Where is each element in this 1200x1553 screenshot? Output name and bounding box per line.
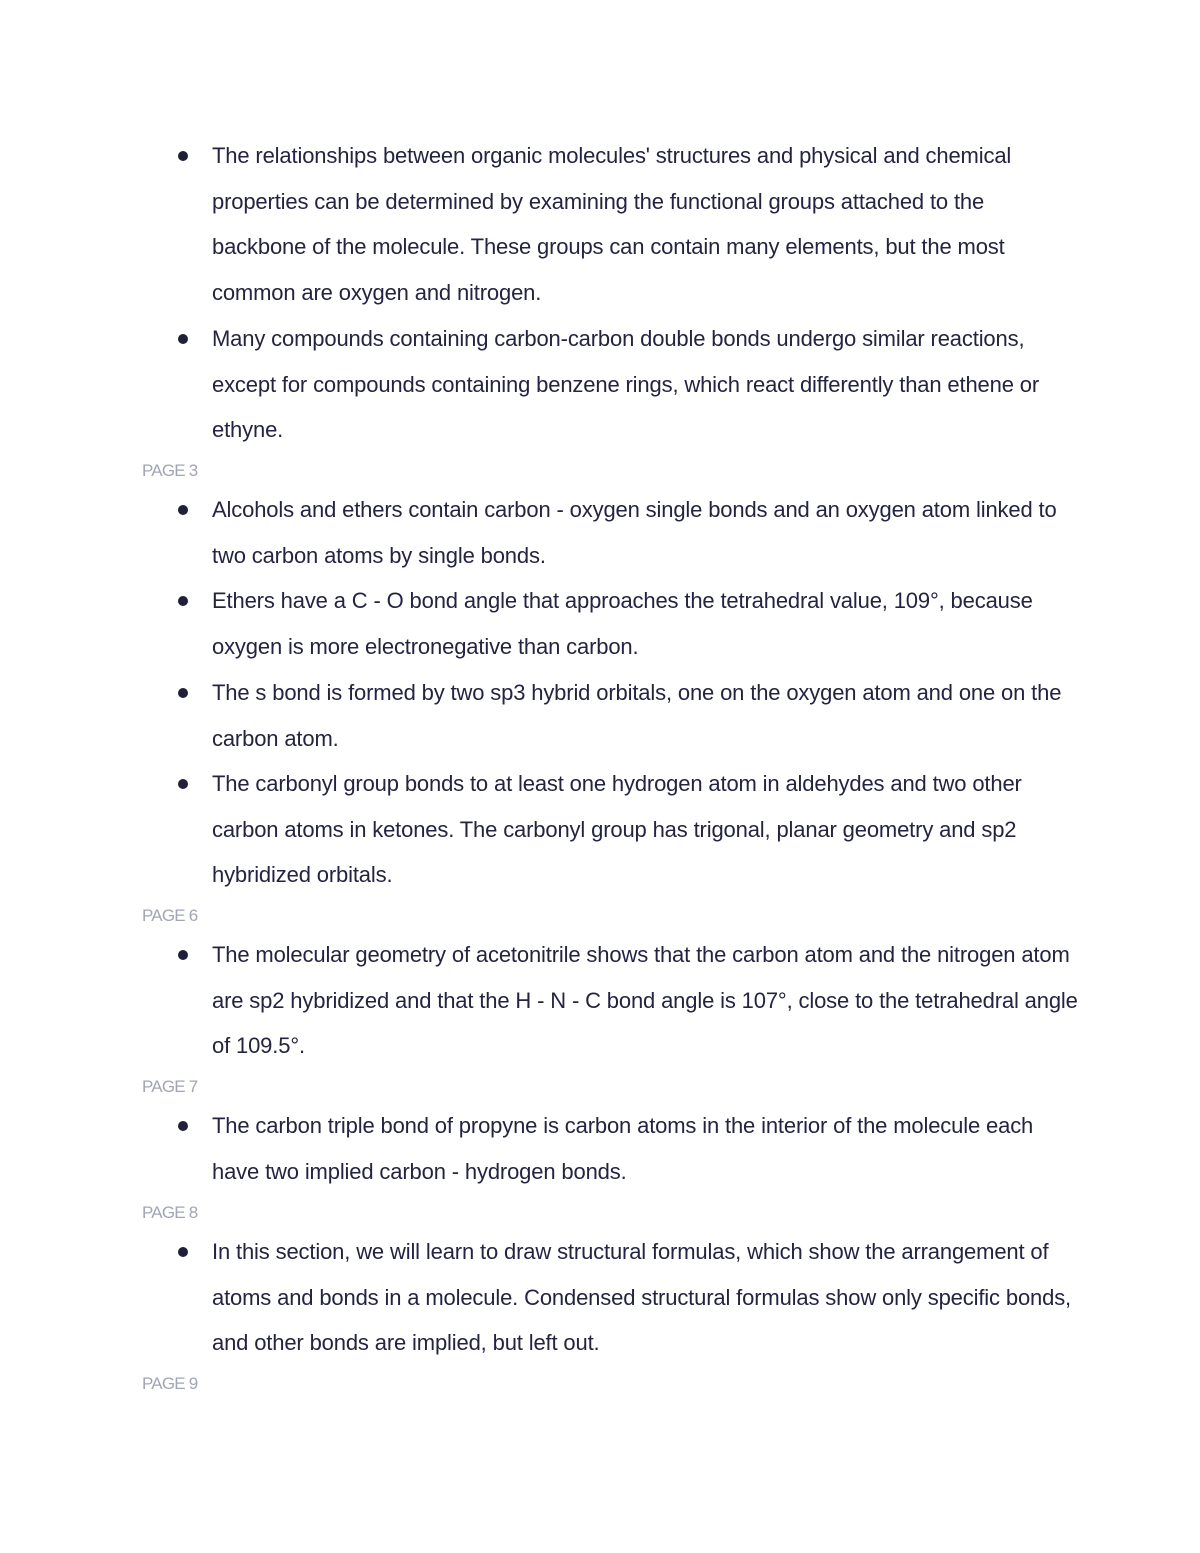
page-label: PAGE 7 <box>142 1077 198 1096</box>
bullet-dot-icon <box>178 596 188 606</box>
bullet-text: Alcohols and ethers contain carbon - oxygen single bonds and an oxygen atom linked to two carbon atoms by single bonds. <box>212 497 1057 568</box>
bullet-dot-icon <box>178 1247 188 1257</box>
bullet-text: The molecular geometry of acetonitrile shows that the carbon atom and the nitrogen atom are sp2 hybridized and that the H - N - C bond angle is 107°, close to the tetrahedral angle of 109.5°. <box>212 942 1078 1059</box>
bullet-item <box>212 1229 1082 1366</box>
bullet-dot-icon <box>178 1121 188 1131</box>
bullet-text: In this section, we will learn to draw structural formulas, which show the arrangement of atoms and bonds in a molecule. Condensed structural formulas show only specific bonds, and other bonds are implied, but left out. <box>212 1239 1072 1356</box>
bullet-dot-icon <box>178 779 188 789</box>
bullet-item <box>212 316 1082 453</box>
bullet-dot-icon <box>178 151 188 161</box>
bullet-item <box>212 578 1082 669</box>
bullet-dot-icon <box>178 688 188 698</box>
bullet-dot-icon <box>178 505 188 515</box>
bullet-item <box>212 670 1082 761</box>
bullet-text: Many compounds containing carbon-carbon double bonds undergo similar reactions, except for compounds containing benzene rings, which react differently than ethene or ethyne. <box>212 326 1040 443</box>
bullet-dot-icon <box>178 950 188 960</box>
page-label: PAGE 9 <box>142 1374 198 1393</box>
bullet-dot-icon <box>178 334 188 344</box>
bullet-text: The carbon triple bond of propyne is carbon atoms in the interior of the molecule each have two implied carbon - hydrogen bonds. <box>212 1113 1034 1184</box>
page-label: PAGE 3 <box>142 461 198 480</box>
bullet-item <box>212 1103 1082 1194</box>
page-label: PAGE 8 <box>142 1203 198 1222</box>
bullet-text: The relationships between organic molecules' structures and physical and chemical properties can be determined by examining the functional groups attached to the backbone of the molecule. These groups can contain many elements, but the most common are oxygen and nitrogen. <box>212 143 1012 306</box>
bullet-text: Ethers have a C - O bond angle that approaches the tetrahedral value, 109°, because oxygen is more electronegative than carbon. <box>212 588 1033 659</box>
bullet-text: The carbonyl group bonds to at least one hydrogen atom in aldehydes and two other carbon atoms in ketones. The carbonyl group has trigonal, planar geometry and sp2 hybridized orbitals. <box>212 771 1022 888</box>
bullet-item <box>212 761 1082 898</box>
bullet-item <box>212 133 1082 316</box>
bullet-text: The s bond is formed by two sp3 hybrid orbitals, one on the oxygen atom and one on the carbon atom. <box>212 680 1062 751</box>
page-label: PAGE 6 <box>142 906 198 925</box>
bullet-item <box>212 487 1082 578</box>
bullet-item <box>212 932 1082 1069</box>
